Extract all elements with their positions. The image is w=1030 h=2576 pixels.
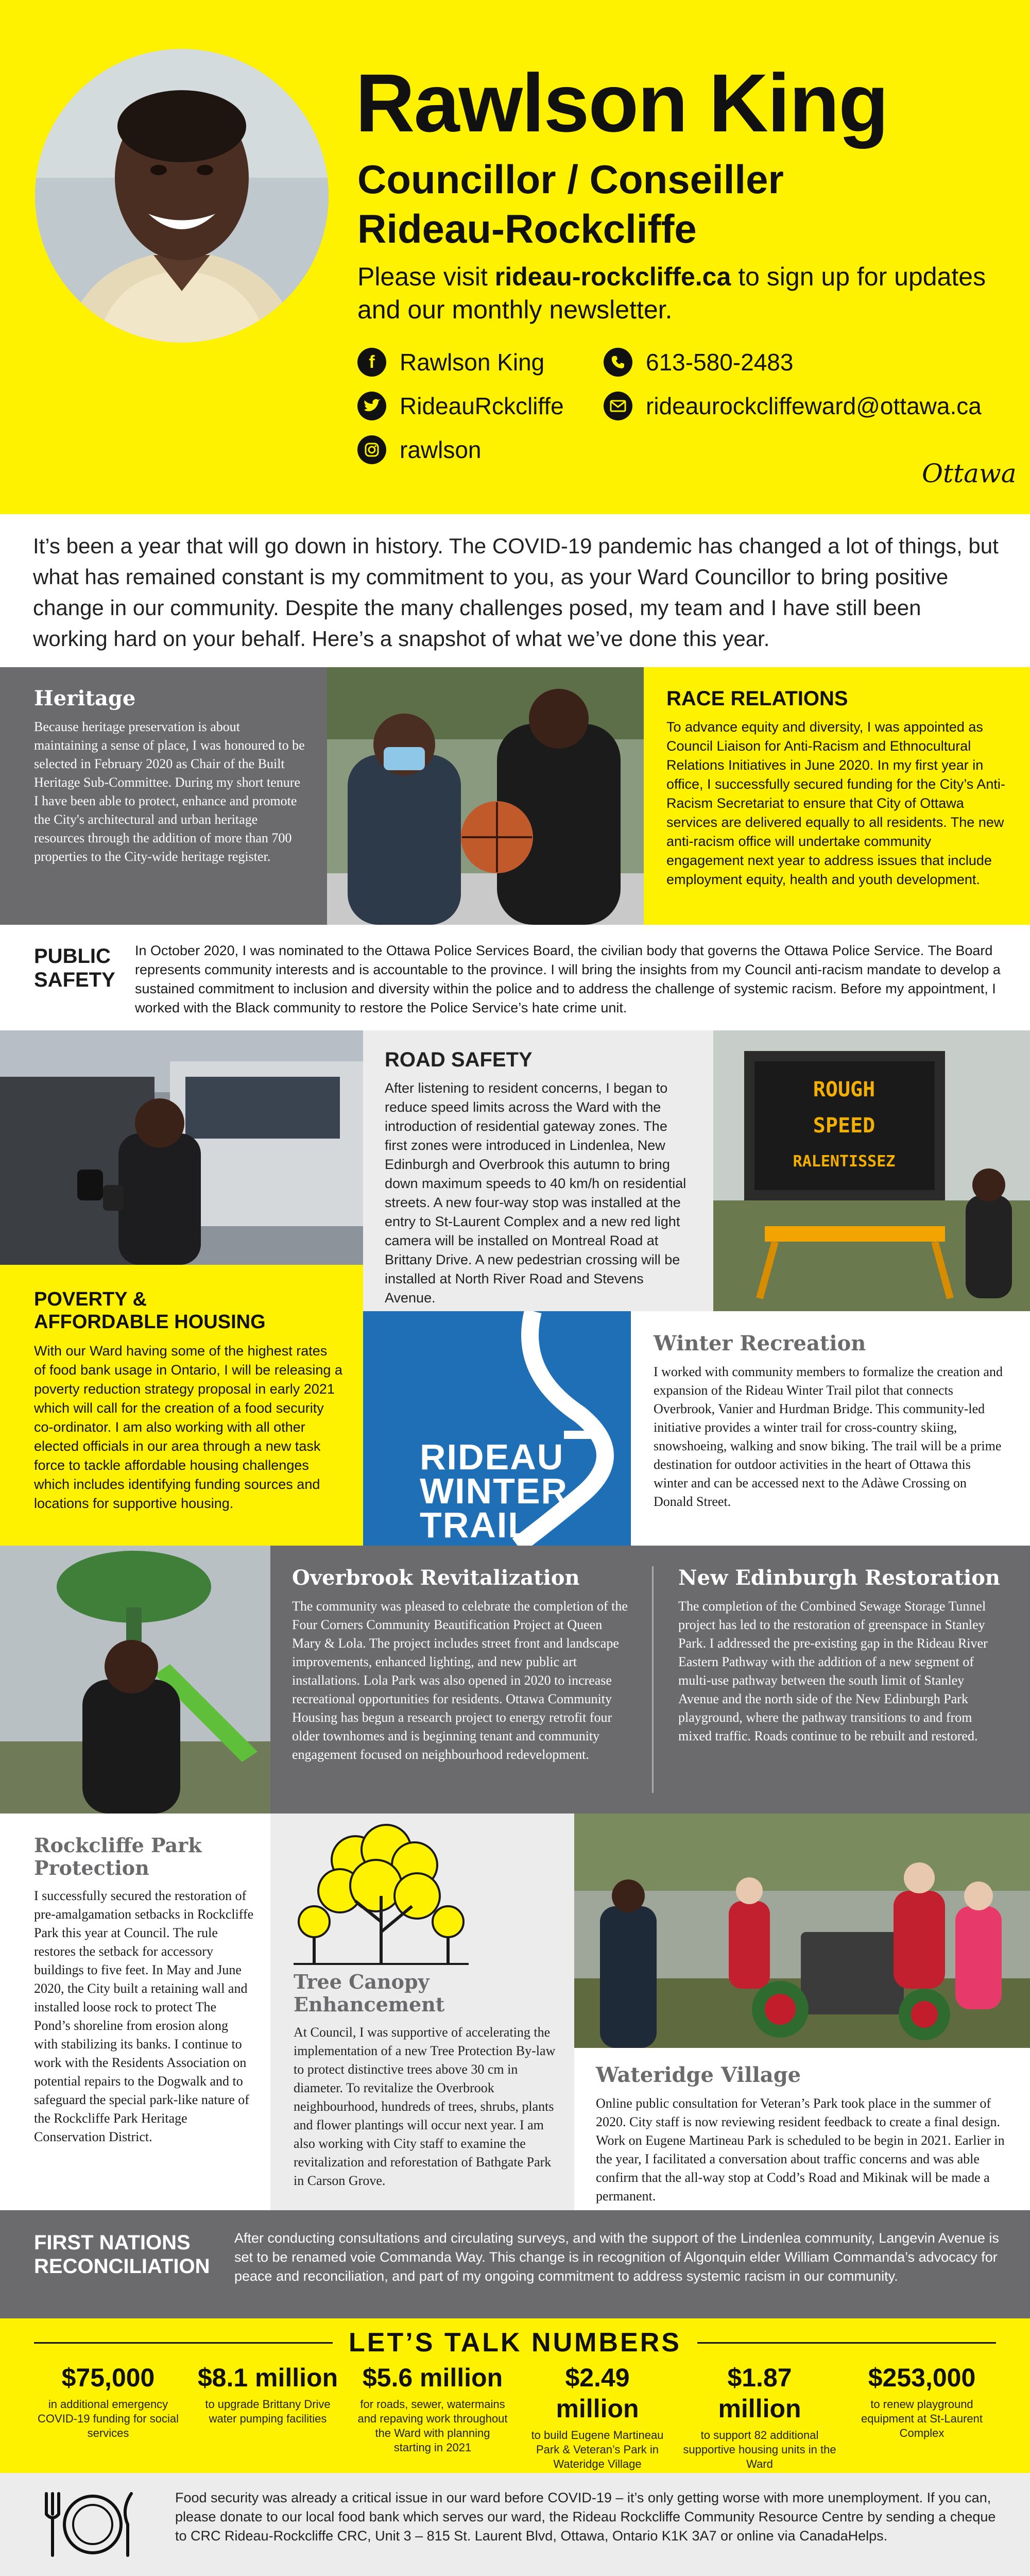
twitter-handle: RideauRckcliffe <box>400 393 564 419</box>
number-item <box>682 2362 837 2471</box>
winter-recreation-title: Winter Recreation <box>654 1331 866 1355</box>
trail-logo-text <box>420 1437 569 1545</box>
heritage-title: Heritage <box>34 686 136 710</box>
press-conference-photo <box>0 1030 363 1265</box>
rideau-winter-trail-logo <box>363 1311 631 1546</box>
heritage-section <box>0 667 327 925</box>
number-desc: to upgrade Brittany Drive water pumping facilities <box>205 2398 331 2425</box>
email-address: rideaurockcliffeward@ottawa.ca <box>646 393 982 419</box>
number-value: $75,000 <box>61 2363 155 2392</box>
poverty-housing-section <box>0 1265 363 1546</box>
section-divider <box>652 1566 654 1793</box>
number-item <box>191 2362 345 2426</box>
visit-prefix: Please visit <box>357 262 495 291</box>
ward-name: Rideau-Rockcliffe <box>357 206 697 251</box>
overbrook-section <box>270 1546 651 1814</box>
public-safety-title-line1: PUBLIC <box>34 945 111 968</box>
speed-sign-photo <box>713 1030 1030 1311</box>
rockcliffe-title <box>34 1834 255 1879</box>
overbrook-body: The community was pleased to celebrate the completion of the Four Corners Community Beautification Project at Queen Mary & Lola. The project includes street front and landscape improvements, enhanced lighting, and new public art installations. Lola Park was also opened in 2020 to increase recreational opportunities for residents. Ottawa Community Housing has begun a research project to energy retrofit four older townhomes and is beginning tenant and community engagement focused on neighbourhood redevelopment. <box>292 1599 628 1762</box>
first-nations-title-line2: RECONCILIATION <box>34 2255 210 2278</box>
number-value: $2.49 million <box>556 2363 639 2423</box>
phone-icon <box>604 348 632 377</box>
overbrook-title: Overbrook Revitalization <box>292 1566 580 1590</box>
phone-contact[interactable] <box>604 348 793 377</box>
trail-logo-line1: RIDEAU <box>420 1437 564 1477</box>
trail-logo-line2: WINTER <box>420 1471 569 1511</box>
poverty-title-line2: AFFORDABLE HOUSING <box>34 1311 266 1333</box>
wateridge-body: Online public consultation for Veteran’s Park took place in the summer of 2020. City staff is now reviewing resident feedback to create a final design. Work on Eugene Martineau Park is scheduled to be begin in 2021. Earlier in the year, I facilitated a conversation about traffic concerns and was able confirm that the all-way stop at Codd’s Road and Mikinak will be made a permanent. <box>596 2096 1005 2204</box>
number-value: $253,000 <box>868 2363 976 2392</box>
numbers-title: LET’S TALK NUMBERS <box>349 2328 681 2358</box>
tree-canopy-title-line1: Tree Canopy <box>294 1970 430 1993</box>
tree-canopy-icon <box>294 1824 469 1968</box>
visit-suffix: to sign up for updates and our monthly newsletter. <box>357 262 986 324</box>
number-item <box>31 2362 185 2441</box>
public-safety-title <box>34 944 115 992</box>
number-desc: to support 82 additional supportive housing units in the Ward <box>683 2429 836 2470</box>
plate-utensils-icon <box>36 2488 139 2561</box>
road-safety-title: ROAD SAFETY <box>385 1048 533 1071</box>
first-nations-body: After conducting consultations and circulating surveys, and with the support of the Lindenlea community, Langevin Avenue is set to be renamed voie Commanda Way. This change is in recognition of Algonquin elder William Commanda’s advocacy for peace and reconciliation, and part of my ongoing commitment to address systemic racism in our community. <box>234 2230 999 2284</box>
rockcliffe-title-line1: Rockcliffe Park <box>34 1834 202 1857</box>
food-security-section <box>0 2473 1030 2576</box>
road-safety-section <box>363 1030 713 1311</box>
race-relations-title: RACE RELATIONS <box>666 687 848 710</box>
playground-photo <box>0 1546 270 1814</box>
instagram-icon <box>357 435 386 464</box>
instagram-contact[interactable] <box>357 435 482 464</box>
speed-sign-line3: RALENTISSEZ <box>793 1153 896 1171</box>
poverty-title <box>34 1288 342 1333</box>
public-safety-body: In October 2020, I was nominated to the Ottawa Police Services Board, the civilian body that governs the Ottawa Police Service. The Board represents community interests and is accountable to the province. I will bring the insights from my Council anti-racism mandate to develop a sustained commitment to inclusion and diversity within the police and to address the challenge of systemic racism. Before my appointment, I worked with the Black community to restore the Police Service’s hate crime unit. <box>135 943 1001 1015</box>
tree-canopy-section <box>270 1814 574 2210</box>
number-item <box>520 2362 675 2471</box>
basketball-photo <box>327 667 644 925</box>
public-safety-section <box>0 925 1030 1030</box>
number-desc: for roads, sewer, watermains and repaving work throughout the Ward with planning starting in 2021 <box>357 2398 508 2454</box>
councillor-name: Rawlson King <box>355 57 888 149</box>
twitter-contact[interactable] <box>357 392 564 420</box>
number-desc: to build Eugene Martineau Park & Veteran’s Park in Wateridge Village <box>531 2429 664 2470</box>
rockcliffe-body: I successfully secured the restoration of pre-amalgamation setbacks in Rockcliffe Park this year at Council. The rule restores the setback for accessory buildings to five feet. In May and June 2020, the City built a retaining wall and installed loose rock to protect The Pond’s shoreline from erosion along with stabilizing its banks. I continue to work with the Residents Association on potential repairs to the Dogwalk and to safeguard the special park-like nature of the Rockcliffe Park Heritage Conservation District. <box>34 1888 254 2144</box>
number-item <box>845 2362 999 2441</box>
email-contact[interactable] <box>604 392 982 420</box>
facebook-contact[interactable] <box>357 348 544 377</box>
instagram-handle: rawlson <box>400 436 482 463</box>
tree-canopy-content <box>294 1971 556 2190</box>
email-icon <box>604 392 632 420</box>
poverty-title-line1: POVERTY & <box>34 1289 147 1310</box>
phone-number: 613-580-2483 <box>646 349 794 376</box>
public-safety-title-line2: SAFETY <box>34 969 115 991</box>
race-relations-section <box>644 667 1030 925</box>
speed-sign-line2: SPEED <box>813 1114 876 1138</box>
speed-sign-line1: ROUGH <box>813 1078 876 1101</box>
number-value: $8.1 million <box>197 2363 338 2392</box>
wateridge-section <box>574 2048 1030 2210</box>
new-edinburgh-body: The completion of the Combined Sewage Storage Tunnel project has led to the restoration of greenspace in Stanley Park. I addressed the pre-existing gap in the Rideau River Eastern Pathway with the addition of a new segment of multi-use pathway between the south limit of Stanley Avenue and the north side of the New Edinburgh Park playground, where the pathway transitions to and from mixed traffic. Roads continue to be rebuilt and restored. <box>678 1599 988 1743</box>
facebook-handle: Rawlson King <box>400 349 545 376</box>
tree-canopy-body: At Council, I was supportive of accelerating the implementation of a new Tree Protection By-law to protect distinctive trees above 30 cm in diameter. To revitalize the Overbrook neighbourhood, hundreds of trees, shrubs, plants and flower plantings will occur next year. I am also working with City staff to examine the revitalization and reforestation of Bathgate Park in Carson Grove. <box>294 2025 556 2188</box>
number-item <box>355 2362 510 2455</box>
first-nations-title <box>34 2231 210 2278</box>
tree-canopy-title-line2: Enhancement <box>294 1993 445 2016</box>
number-desc: in additional emergency COVID-19 funding for social services <box>38 2398 179 2439</box>
trail-logo-line3: TRAIL <box>420 1505 531 1545</box>
first-nations-title-line1: FIRST NATIONS <box>34 2231 191 2254</box>
veterans-wreath-photo <box>574 1814 1030 2048</box>
road-safety-body: After listening to resident concerns, I began to reduce speed limits across the Ward with the introduction of residential gateway zones. The first zones were introduced in Lindenlea, New Edinburgh and Overbrook this autumn to bring down maximum speeds to 40 km/h on residential streets. A new four-way stop was installed at the entry to St-Laurent Complex and a new red light camera will be installed on Montreal Road at Brittany Drive. A new pedestrian crossing will be installed at North River Road and Stevens Avenue. <box>385 1080 686 1306</box>
poverty-body: With our Ward having some of the highest rates of food bank usage in Ontario, I will be releasing a poverty reduction strategy proposal in early 2021 which will call for the creation of a food security co-ordinator. I am also working with all other elected officials in our area through a new task force to tackle affordable housing challenges which includes identifying funding sources and locations for supportive housing. <box>34 1343 342 1511</box>
ottawa-logo: Ottawa <box>922 459 1017 488</box>
first-nations-section <box>0 2210 1030 2318</box>
speed-sign-text <box>767 1072 921 1180</box>
facebook-icon: f <box>357 348 386 377</box>
councillor-portrait <box>35 49 329 343</box>
website-link[interactable]: rideau-rockcliffe.ca <box>494 262 731 291</box>
councillor-role <box>357 155 784 253</box>
tree-canopy-title <box>294 1971 556 2016</box>
wateridge-title: Wateridge Village <box>596 2063 801 2087</box>
number-value: $5.6 million <box>362 2363 503 2392</box>
race-relations-body: To advance equity and diversity, I was appointed as Council Liaison for Anti-Racism and Ethnocultural Relations Initiatives in June 2020. In my first year in office, I successfully secured funding for the City’s Anti-Racism Secretariat to ensure that City of Ottawa services are delivered equally to all residents. The new anti-racism office will undertake community engagement next year to address issues that include employment equity, health and youth development. <box>666 719 1005 887</box>
food-security-body: Food security was already a critical issue in our ward before COVID-19 – it’s only getting worse with more unemployment. If you can, please donate to our local food bank which serves our ward, the Rideau Rockcliffe Community Resource Centre by sending a cheque to CRC Rideau-Rockcliffe CRC, Unit 3 – 815 St. Laurent Blvd, Ottawa, Ontario K1K 3A7 or online via CanadaHelps. <box>175 2490 996 2544</box>
rockcliffe-title-line2: Protection <box>34 1856 149 1879</box>
role-title: Councillor / Conseiller <box>357 157 784 202</box>
number-desc: to renew playground equipment at St-Laurent Complex <box>861 2398 983 2439</box>
winter-recreation-body: I worked with community members to formalize the creation and expansion of the Rideau Winter Trail pilot that connects Overbrook, Vanier and Hurdman Bridge. This community-led initiative provides a winter trail for cross-country skiing, snowshoeing, walking and snow biking. The trail will be a prime destination for outdoor activities in the heart of Ottawa this winter and can be accessed next to the Adàwe Crossing on Donald Street. <box>654 1364 1003 1509</box>
rockcliffe-section <box>0 1814 270 2210</box>
twitter-icon <box>357 392 386 420</box>
signup-message <box>357 260 1001 326</box>
heritage-body: Because heritage preservation is about maintaining a sense of place, I was honoured to be selected in February 2020 as Chair of the Built Heritage Sub-Committee. During my short tenure I have been able to protect, enhance and promote the City's architectural and urban heritage resources through the addition of more than 700 properties to the City-wide heritage register. <box>34 719 305 864</box>
new-edinburgh-title: New Edinburgh Restoration <box>678 1566 1000 1590</box>
number-value: $1.87 million <box>718 2363 801 2423</box>
new-edinburgh-section <box>657 1546 1030 1814</box>
intro-paragraph: It’s been a year that will go down in history. The COVID-19 pandemic has changed a lot of things, but what has remained constant is my commitment to you, as your Ward Councillor to bring positive change in our community. Despite the many challenges posed, my team and I have still been working hard on your behalf. Here’s a snapshot of what we’ve done this year. <box>33 534 999 651</box>
winter-recreation-section <box>631 1311 1030 1546</box>
